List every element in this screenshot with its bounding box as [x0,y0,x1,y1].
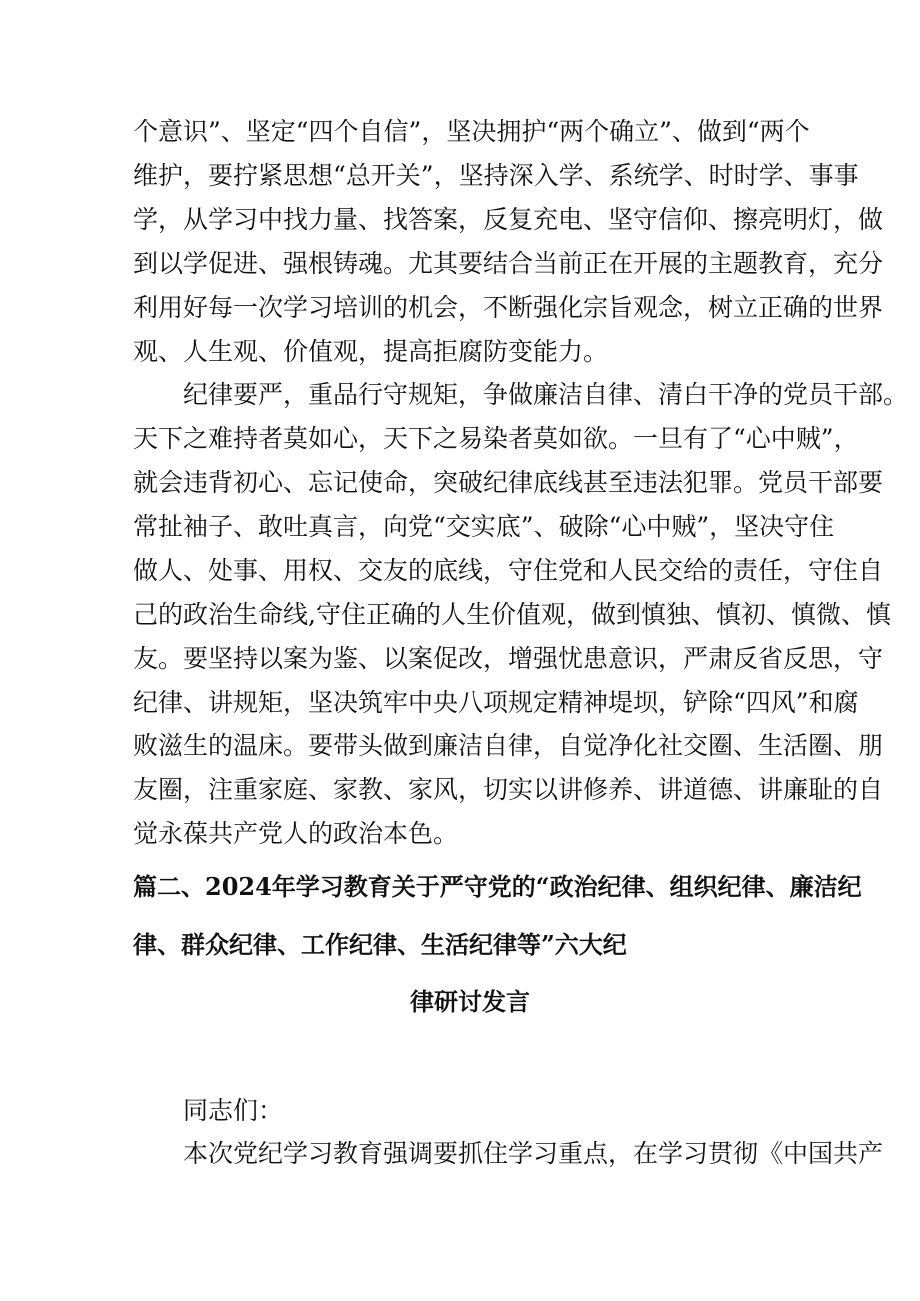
text-line: 己的政治生命线,守住正确的人生价值观，做到慎独、慎初、慎微、慎 [133,600,891,629]
section-heading-line-2: 律、群众纪律、工作纪律、生活纪律等”六大纪 [133,930,627,959]
text-line: 败滋生的温床。要带头做到廉洁自律，自觉净化社交圈、生活圈、朋 [133,731,884,760]
text-line: 纪律、讲规矩，坚决筑牢中央八项规定精神堤坝，铲除“四风”和腐 [133,688,859,717]
text-line: 做人、处事、用权、交友的底线，守住党和人民交给的责任，守住自 [133,556,884,585]
section-heading-line-1: 篇二、2024年学习教育关于严守党的“政治纪律、组织纪律、廉洁纪 [133,872,862,901]
text-line: 纪律要严，重品行守规矩，争做廉洁自律、清白干净的党员干部。 [183,380,909,409]
text-line: 观、人生观、价值观，提高拒腐防变能力。 [133,337,609,366]
text-line: 学，从学习中找力量、找答案，反复充电、坚守信仰、擦亮明灯，做 [133,205,884,234]
salutation: 同志们： [183,1096,284,1125]
text-line: 本次党纪学习教育强调要抓住学习重点，在学习贯彻《中国共产 [183,1139,884,1168]
text-line: 到以学促进、强根铸魂。尤其要结合当前正在开展的主题教育，充分 [133,249,884,278]
text-line: 友圈，注重家庭、家教、家风，切实以讲修养、讲道德、讲廉耻的自 [133,775,884,804]
text-line: 维护，要拧紧思想“总开关”，坚持深入学、系统学、时时学、事事 [133,161,859,190]
text-line: 利用好每一次学习培训的机会，不断强化宗旨观念，树立正确的世界 [133,293,884,322]
text-line: 觉永葆共产党人的政治本色。 [133,819,459,848]
section-heading-line-3: 律研讨发言 [410,987,530,1016]
text-line: 友。要坚持以案为鉴、以案促改，增强忧患意识，严肃反省反思，守 [133,644,884,673]
text-line: 就会违背初心、忘记使命，突破纪律底线甚至违法犯罪。党员干部要 [133,468,884,497]
text-line: 常扯袖子、敢吐真言，向党“交实底”、破除“心中贼”，坚决守住 [133,512,835,541]
text-line: 个意识”、坚定“四个自信”，坚决拥护“两个确立”、做到“两个 [133,117,810,146]
text-line: 天下之难持者莫如心，天下之易染者莫如欲。一旦有了“心中贼”， [133,424,859,453]
